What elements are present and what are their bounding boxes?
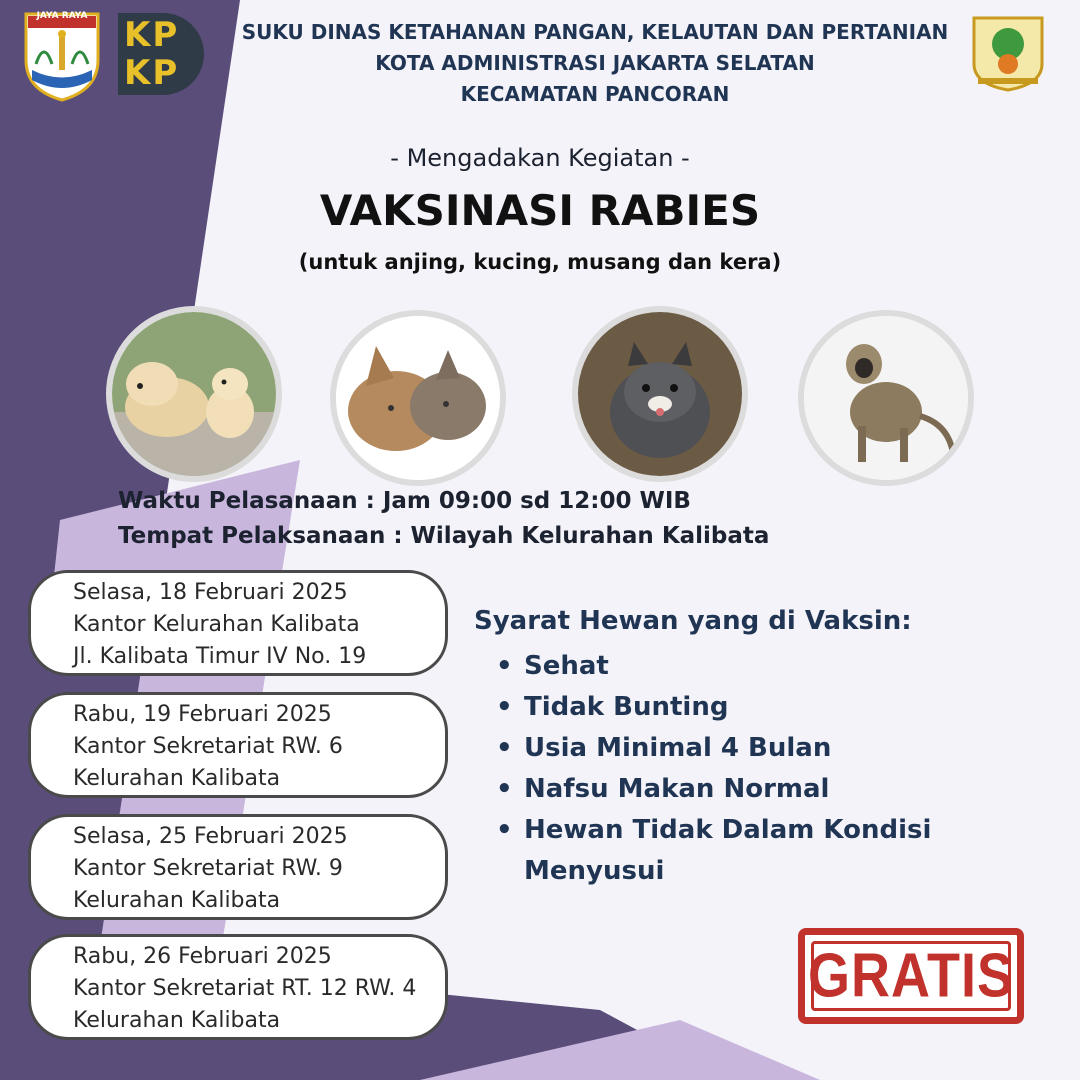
schedule-date: Rabu, 19 Februari 2025	[73, 702, 332, 727]
header-line-1: SUKU DINAS KETAHANAN PANGAN, KELAUTAN DAN PERTANIAN	[241, 20, 949, 44]
schedule-venue: Kantor Sekretariat RW. 9	[73, 856, 343, 881]
requirement-item: • Hewan Tidak Dalam Kondisi Menyusui	[496, 810, 976, 892]
requirement-item: • Tidak Bunting	[496, 687, 976, 728]
monkey-photo	[798, 310, 974, 486]
schedule-address: Jl. Kalibata Timur IV No. 19	[73, 644, 367, 669]
gratis-label: GRATIS	[808, 941, 1014, 1011]
schedule-card	[28, 934, 448, 1040]
header-line-3: KECAMATAN PANCORAN	[460, 82, 730, 106]
jaya-raya-text: JAYA RAYA	[36, 11, 88, 21]
event-time: Waktu Pelasanaan : Jam 09:00 sd 12:00 WIB	[118, 488, 691, 514]
schedule-address: Kelurahan Kalibata	[73, 888, 281, 913]
schedule-venue: Kantor Kelurahan Kalibata	[73, 612, 360, 637]
schedule-card	[28, 570, 448, 676]
jakarta-selatan-logo	[968, 14, 1048, 94]
event-subtitle: (untuk anjing, kucing, musang dan kera)	[298, 250, 782, 274]
event-place: Tempat Pelaksanaan : Wilayah Kelurahan Kalibata	[118, 523, 770, 549]
civet-photo	[572, 306, 748, 482]
schedule-venue: Kantor Sekretariat RT. 12 RW. 4	[73, 976, 417, 1001]
schedule-venue: Kantor Sekretariat RW. 6	[73, 734, 343, 759]
schedule-card	[28, 814, 448, 920]
requirements-title: Syarat Hewan yang di Vaksin:	[474, 606, 912, 636]
cat-photo	[330, 310, 506, 486]
schedule-date: Selasa, 18 Februari 2025	[73, 580, 348, 605]
schedule-date: Selasa, 25 Februari 2025	[73, 824, 348, 849]
schedule-date: Rabu, 26 Februari 2025	[73, 944, 332, 969]
kpkp-logo	[118, 13, 204, 95]
kpkp-logo-mark: KP	[124, 15, 180, 55]
header-line-2: KOTA ADMINISTRASI JAKARTA SELATAN	[375, 51, 815, 75]
schedule-address: Kelurahan Kalibata	[73, 766, 281, 791]
requirement-item: • Sehat	[496, 646, 976, 687]
requirement-item: • Nafsu Makan Normal	[496, 769, 976, 810]
schedule-address: Kelurahan Kalibata	[73, 1008, 281, 1033]
jaya-raya-logo	[22, 10, 102, 102]
dog-photo	[106, 306, 282, 482]
event-intro: - Mengadakan Kegiatan -	[390, 144, 690, 172]
kpkp-logo-mark: KP	[124, 53, 180, 93]
schedule-card	[28, 692, 448, 798]
requirements-list	[496, 646, 976, 892]
requirement-item: • Usia Minimal 4 Bulan	[496, 728, 976, 769]
event-title: VAKSINASI RABIES	[319, 186, 761, 235]
gratis-stamp	[798, 928, 1024, 1024]
